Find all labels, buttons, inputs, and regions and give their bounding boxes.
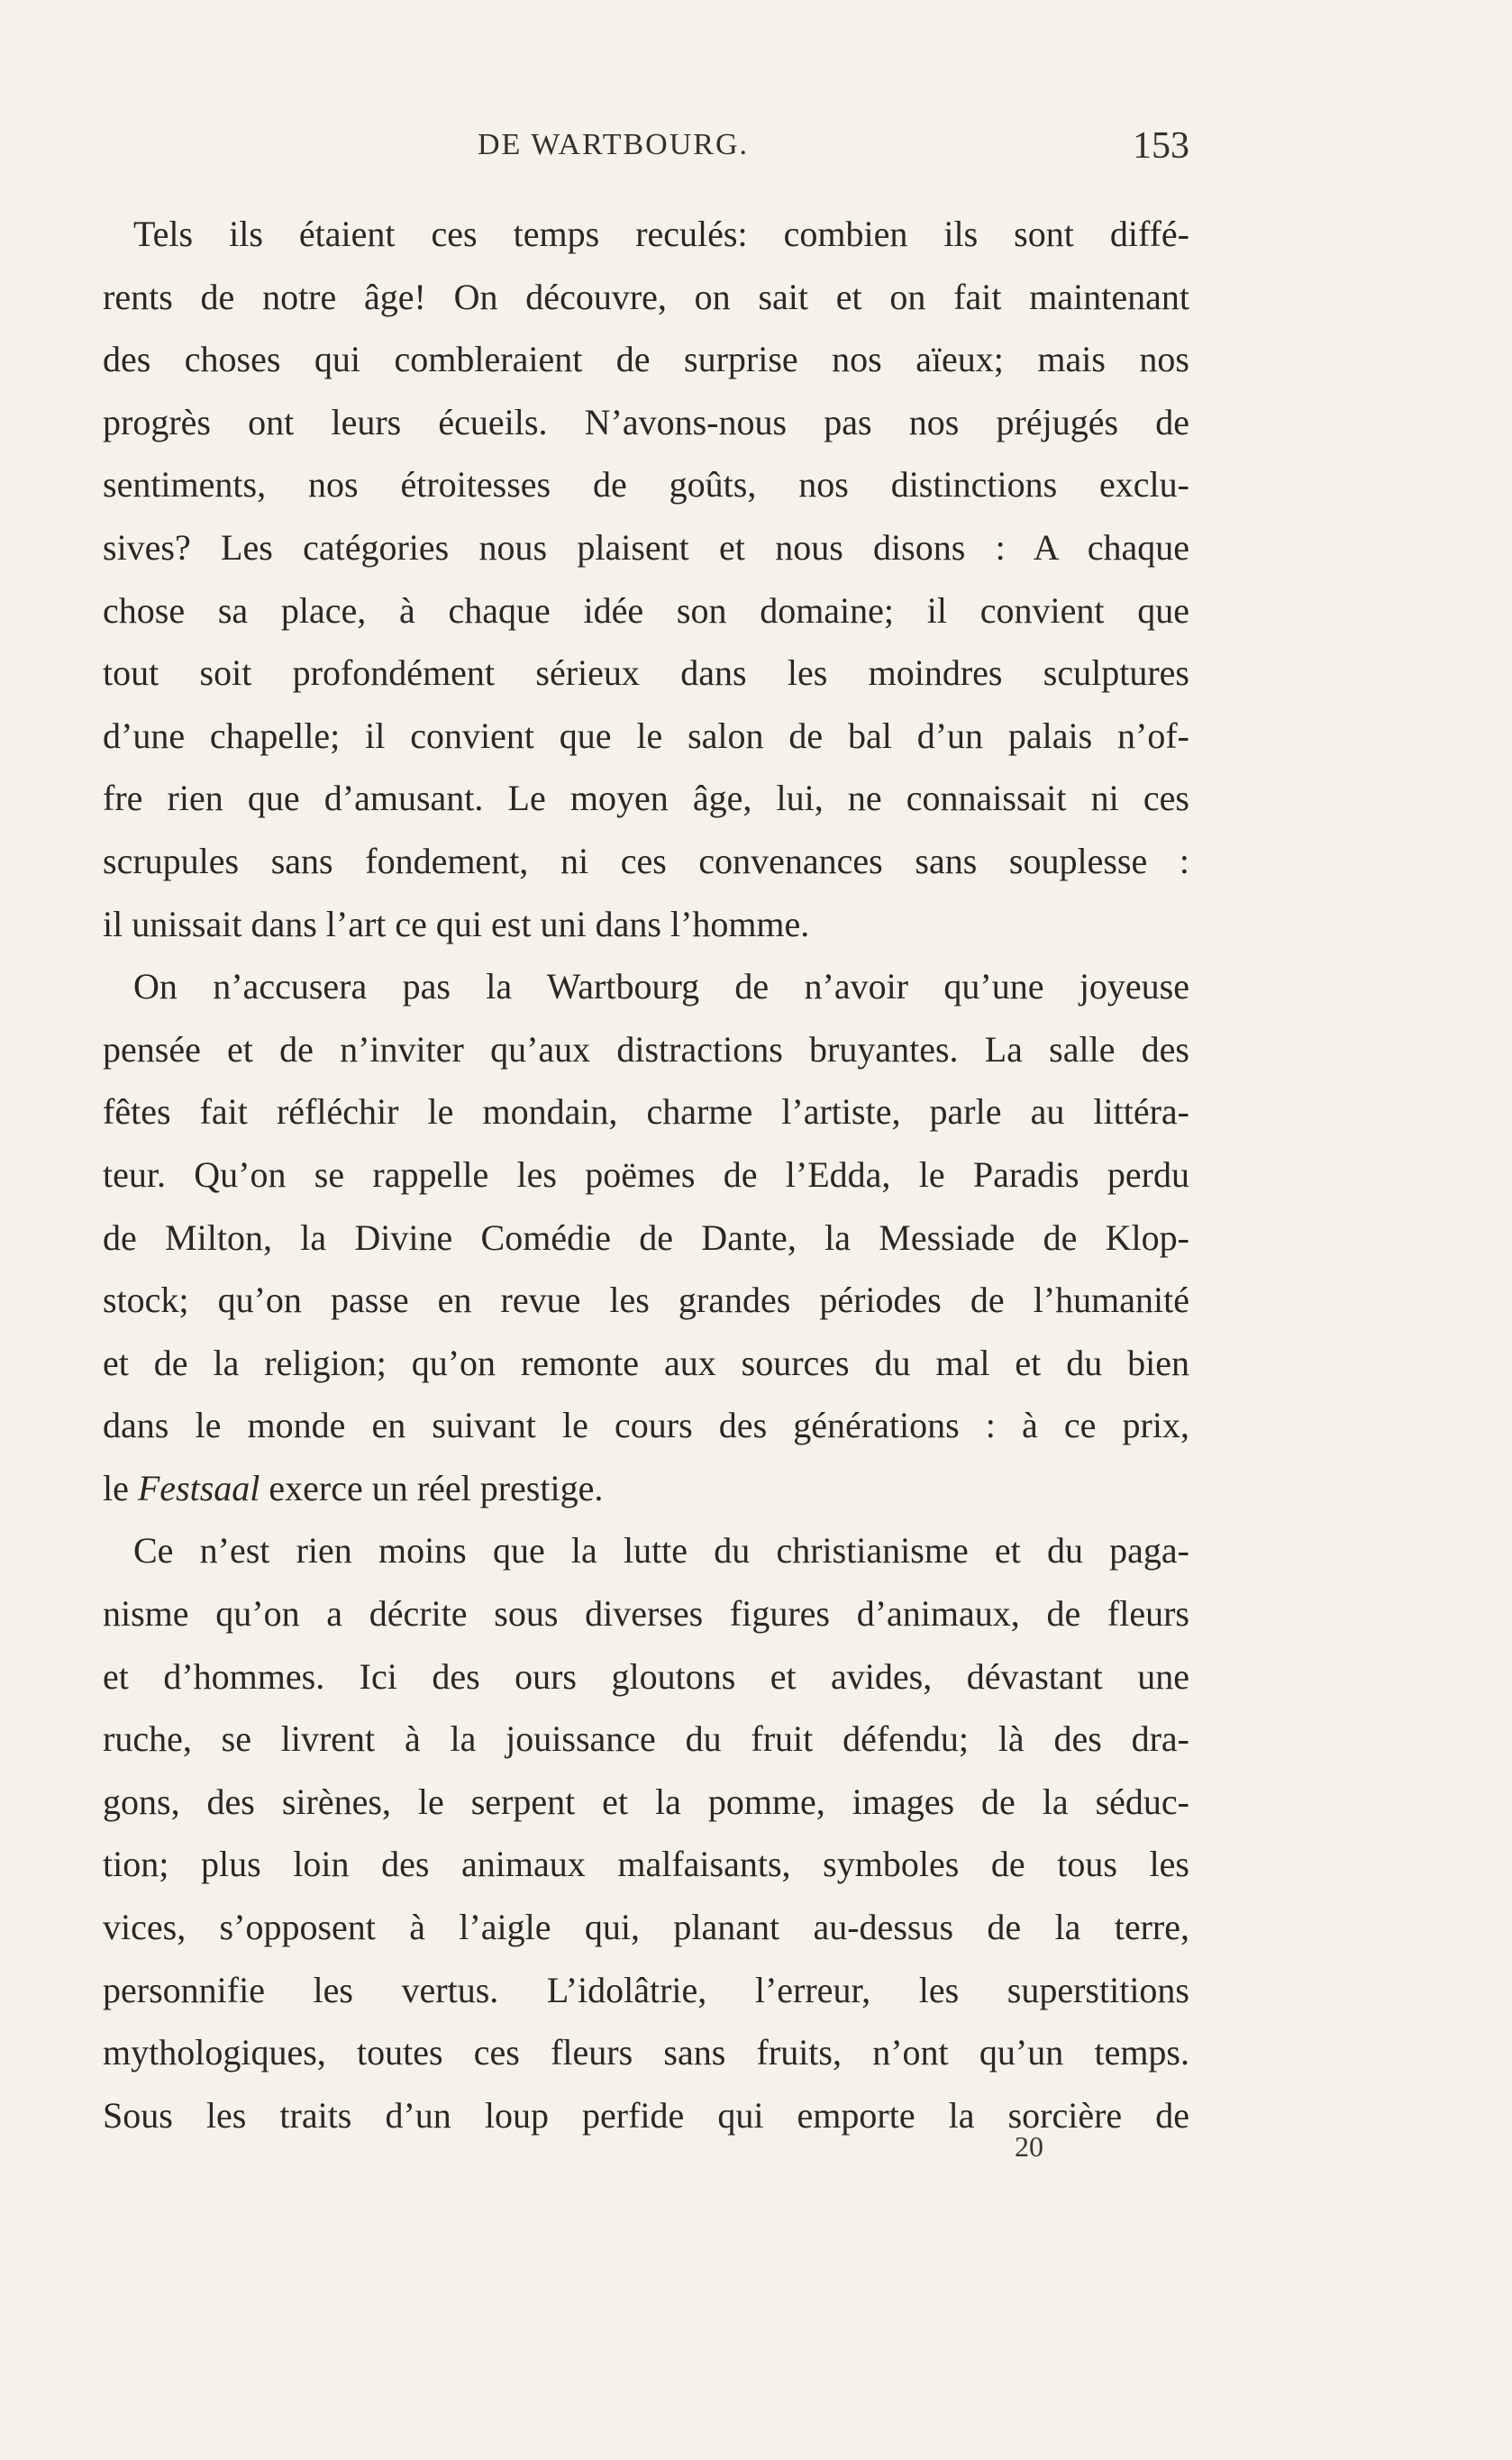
text-line: teur. Qu’on se rappelle les poëmes de l’Edda, le Paradis perdu [103,1153,1189,1195]
text-line: gons, des sirènes, le serpent et la pomme, images de la séduc- [103,1781,1189,1822]
text-line: et de la religion; qu’on remonte aux sources du mal et du bien [103,1342,1189,1383]
text-line: sives? Les catégories nous plaisent et nous disons : A chaque [103,526,1189,568]
text-line: personnifie les vertus. L’idolâtrie, l’erreur, les superstitions [103,1969,1189,2010]
text-line: fêtes fait réfléchir le mondain, charme l’artiste, parle au littéra- [103,1091,1189,1133]
text-line: chose sa place, à chaque idée son domaine; il convient que [103,589,1189,631]
running-head [72,125,1189,173]
text-line-with-emphasis [72,1457,1189,1520]
paragraph-3 [72,1519,1189,2146]
text-line: et d’hommes. Ici des ours gloutons et avides, dévastant une [103,1655,1189,1697]
body-text [72,203,1189,2146]
text-line: scrupules sans fondement, ni ces convenances sans souplesse : [103,840,1189,881]
text-line: On n’accusera pas la Wartbourg de n’avoir qu’une joyeuse [133,966,1189,1007]
page-number: 153 [1133,125,1189,167]
text-line: sentiments, nos étroitesses de goûts, nos distinctions exclu- [103,464,1189,506]
line-prefix: le [103,1467,138,1508]
text-line: tion; plus loin des animaux malfaisants, symboles de tous les [103,1844,1189,1885]
text-line: d’une chapelle; il convient que le salon de bal d’un palais n’of- [103,715,1189,756]
line-suffix: exerce un réel prestige. [260,1467,604,1508]
text-line: fre rien que d’amusant. Le moyen âge, lui, ne connaissait ni ces [103,778,1189,819]
text-line: progrès ont leurs écueils. N’avons-nous pas nos préjugés de [103,401,1189,442]
text-line: il unissait dans l’art ce qui est uni dans l’homme. [103,903,810,944]
text-line: vices, s’opposent à l’aigle qui, planant au-dessus de la terre, [103,1907,1189,1948]
text-line: stock; qu’on passe en revue les grandes périodes de l’humanité [103,1280,1189,1321]
text-line: mythologiques, toutes ces fleurs sans fruits, n’ont qu’un temps. [103,2032,1189,2073]
running-title: DE WARTBOURG. [478,128,750,161]
text-line: ruche, se livrent à la jouissance du fruit défendu; là des dra- [103,1718,1189,1760]
text-line: Sous les traits d’un loup perfide qui emporte la sorcière de [103,2094,1189,2136]
text-line: dans le monde en suivant le cours des générations : à ce prix, [103,1405,1189,1446]
text-line: de Milton, la Divine Comédie de Dante, la Messiade de Klop- [103,1216,1189,1258]
text-line: Tels ils étaient ces temps reculés: combien ils sont diffé- [133,214,1189,254]
text-line: des choses qui combleraient de surprise nos aïeux; mais nos [103,339,1189,380]
text-line: nisme qu’on a décrite sous diverses figures d’animaux, de fleurs [103,1593,1189,1635]
text-line: rents de notre âge! On découvre, on sait et on fait maintenant [103,276,1189,317]
text-line: pensée et de n’inviter qu’aux distractions bruyantes. La salle des [103,1028,1189,1070]
festsaal-emphasis: Festsaal [137,1467,260,1508]
signature-mark: 20 [1015,2130,1043,2163]
text-line: Ce n’est rien moins que la lutte du christianisme et du paga- [133,1530,1189,1572]
paragraph-1 [72,203,1189,955]
paragraph-2 [72,955,1189,1519]
text-line: tout soit profondément sérieux dans les moindres sculptures [103,652,1189,694]
